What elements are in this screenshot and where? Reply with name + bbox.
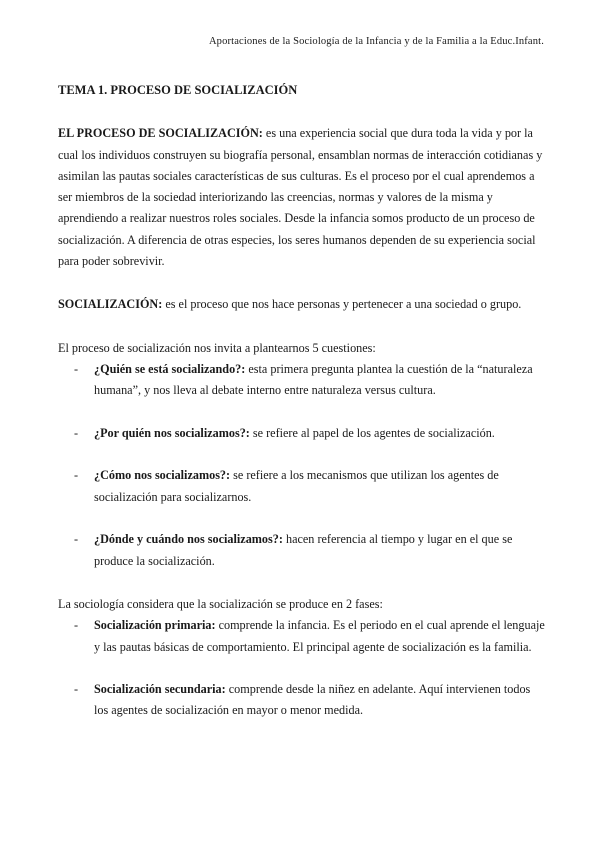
question-text: se refiere al papel de los agentes de socialización. bbox=[249, 425, 495, 440]
running-header: Aportaciones de la Sociología de la Infancia y de la Familia a la Educ.Infant. bbox=[208, 36, 544, 47]
list-item bbox=[58, 679, 546, 722]
question-text: hacen referencia al tiempo y lugar en el que se produce la socialización. bbox=[94, 532, 513, 568]
dash-bullet: - bbox=[74, 532, 79, 547]
list-item bbox=[58, 529, 546, 572]
question-term: ¿Quién se está socializando?: bbox=[94, 361, 246, 376]
dash-bullet: - bbox=[74, 682, 79, 697]
questions-intro: El proceso de socialización nos invita a plantearnos 5 cuestiones: bbox=[58, 340, 376, 355]
list-item bbox=[58, 465, 546, 508]
phase-text: comprende la infancia. Es el periodo en el cual aprende el lenguaje y las pautas básicas de comportamiento. El principal agente de socialización es la familia. bbox=[94, 618, 545, 654]
list-item bbox=[58, 359, 546, 402]
dash-bullet: - bbox=[74, 425, 79, 440]
paragraph-proceso-socializacion bbox=[58, 123, 546, 272]
term-proceso-socializacion: EL PROCESO DE SOCIALIZACIÓN: bbox=[58, 126, 263, 141]
question-term: ¿Dónde y cuándo nos socializamos?: bbox=[94, 532, 283, 547]
phases-intro: La sociología considera que la socialización se produce en 2 fases: bbox=[58, 596, 383, 611]
paragraph-socializacion bbox=[58, 294, 546, 315]
question-text: se refiere a los mecanismos que utilizan los agentes de socialización para socializarnos. bbox=[94, 468, 499, 504]
phase-term: Socialización primaria: bbox=[94, 618, 216, 633]
dash-bullet: - bbox=[74, 361, 79, 376]
document-body bbox=[58, 80, 546, 744]
dash-bullet: - bbox=[74, 468, 79, 483]
question-term: ¿Cómo nos socializamos?: bbox=[94, 468, 231, 483]
term-socializacion: SOCIALIZACIÓN: bbox=[58, 297, 163, 312]
list-item bbox=[58, 423, 546, 444]
questions-list bbox=[58, 359, 546, 572]
question-term: ¿Por quién nos socializamos?: bbox=[94, 425, 250, 440]
dash-bullet: - bbox=[74, 618, 79, 633]
phase-text: comprende desde la niñez en adelante. Aquí intervienen todos los agentes de socialización en mayor o menor medida. bbox=[94, 682, 531, 718]
paragraph-text: es el proceso que nos hace personas y pertenecer a una sociedad o grupo. bbox=[162, 297, 522, 312]
paragraph-text: es una experiencia social que dura toda la vida y por la cual los individuos construyen su biografía personal, ensamblan normas de interacción cotidianas y asimilan las pautas sociales características de sus culturas. Es el proceso por el cual aprendemos a ser miembros de la sociedad interiorizando las creencias, normas y valores de la misma y aprendiendo a realizar nuestros roles sociales. Desde la infancia somos producto de un proceso de socialización. A diferencia de otras especies, los seres humanos dependen de su experiencia social para poder sobrevivir. bbox=[58, 126, 543, 269]
phase-term: Socialización secundaria: bbox=[94, 682, 226, 697]
phases-list bbox=[58, 615, 546, 721]
page-title: TEMA 1. PROCESO DE SOCIALIZACIÓN bbox=[58, 83, 298, 97]
list-item bbox=[58, 615, 546, 658]
question-text: esta primera pregunta plantea la cuestión de la “naturaleza humana”, y nos lleva al debate interno entre naturaleza versus cultura. bbox=[94, 361, 533, 398]
